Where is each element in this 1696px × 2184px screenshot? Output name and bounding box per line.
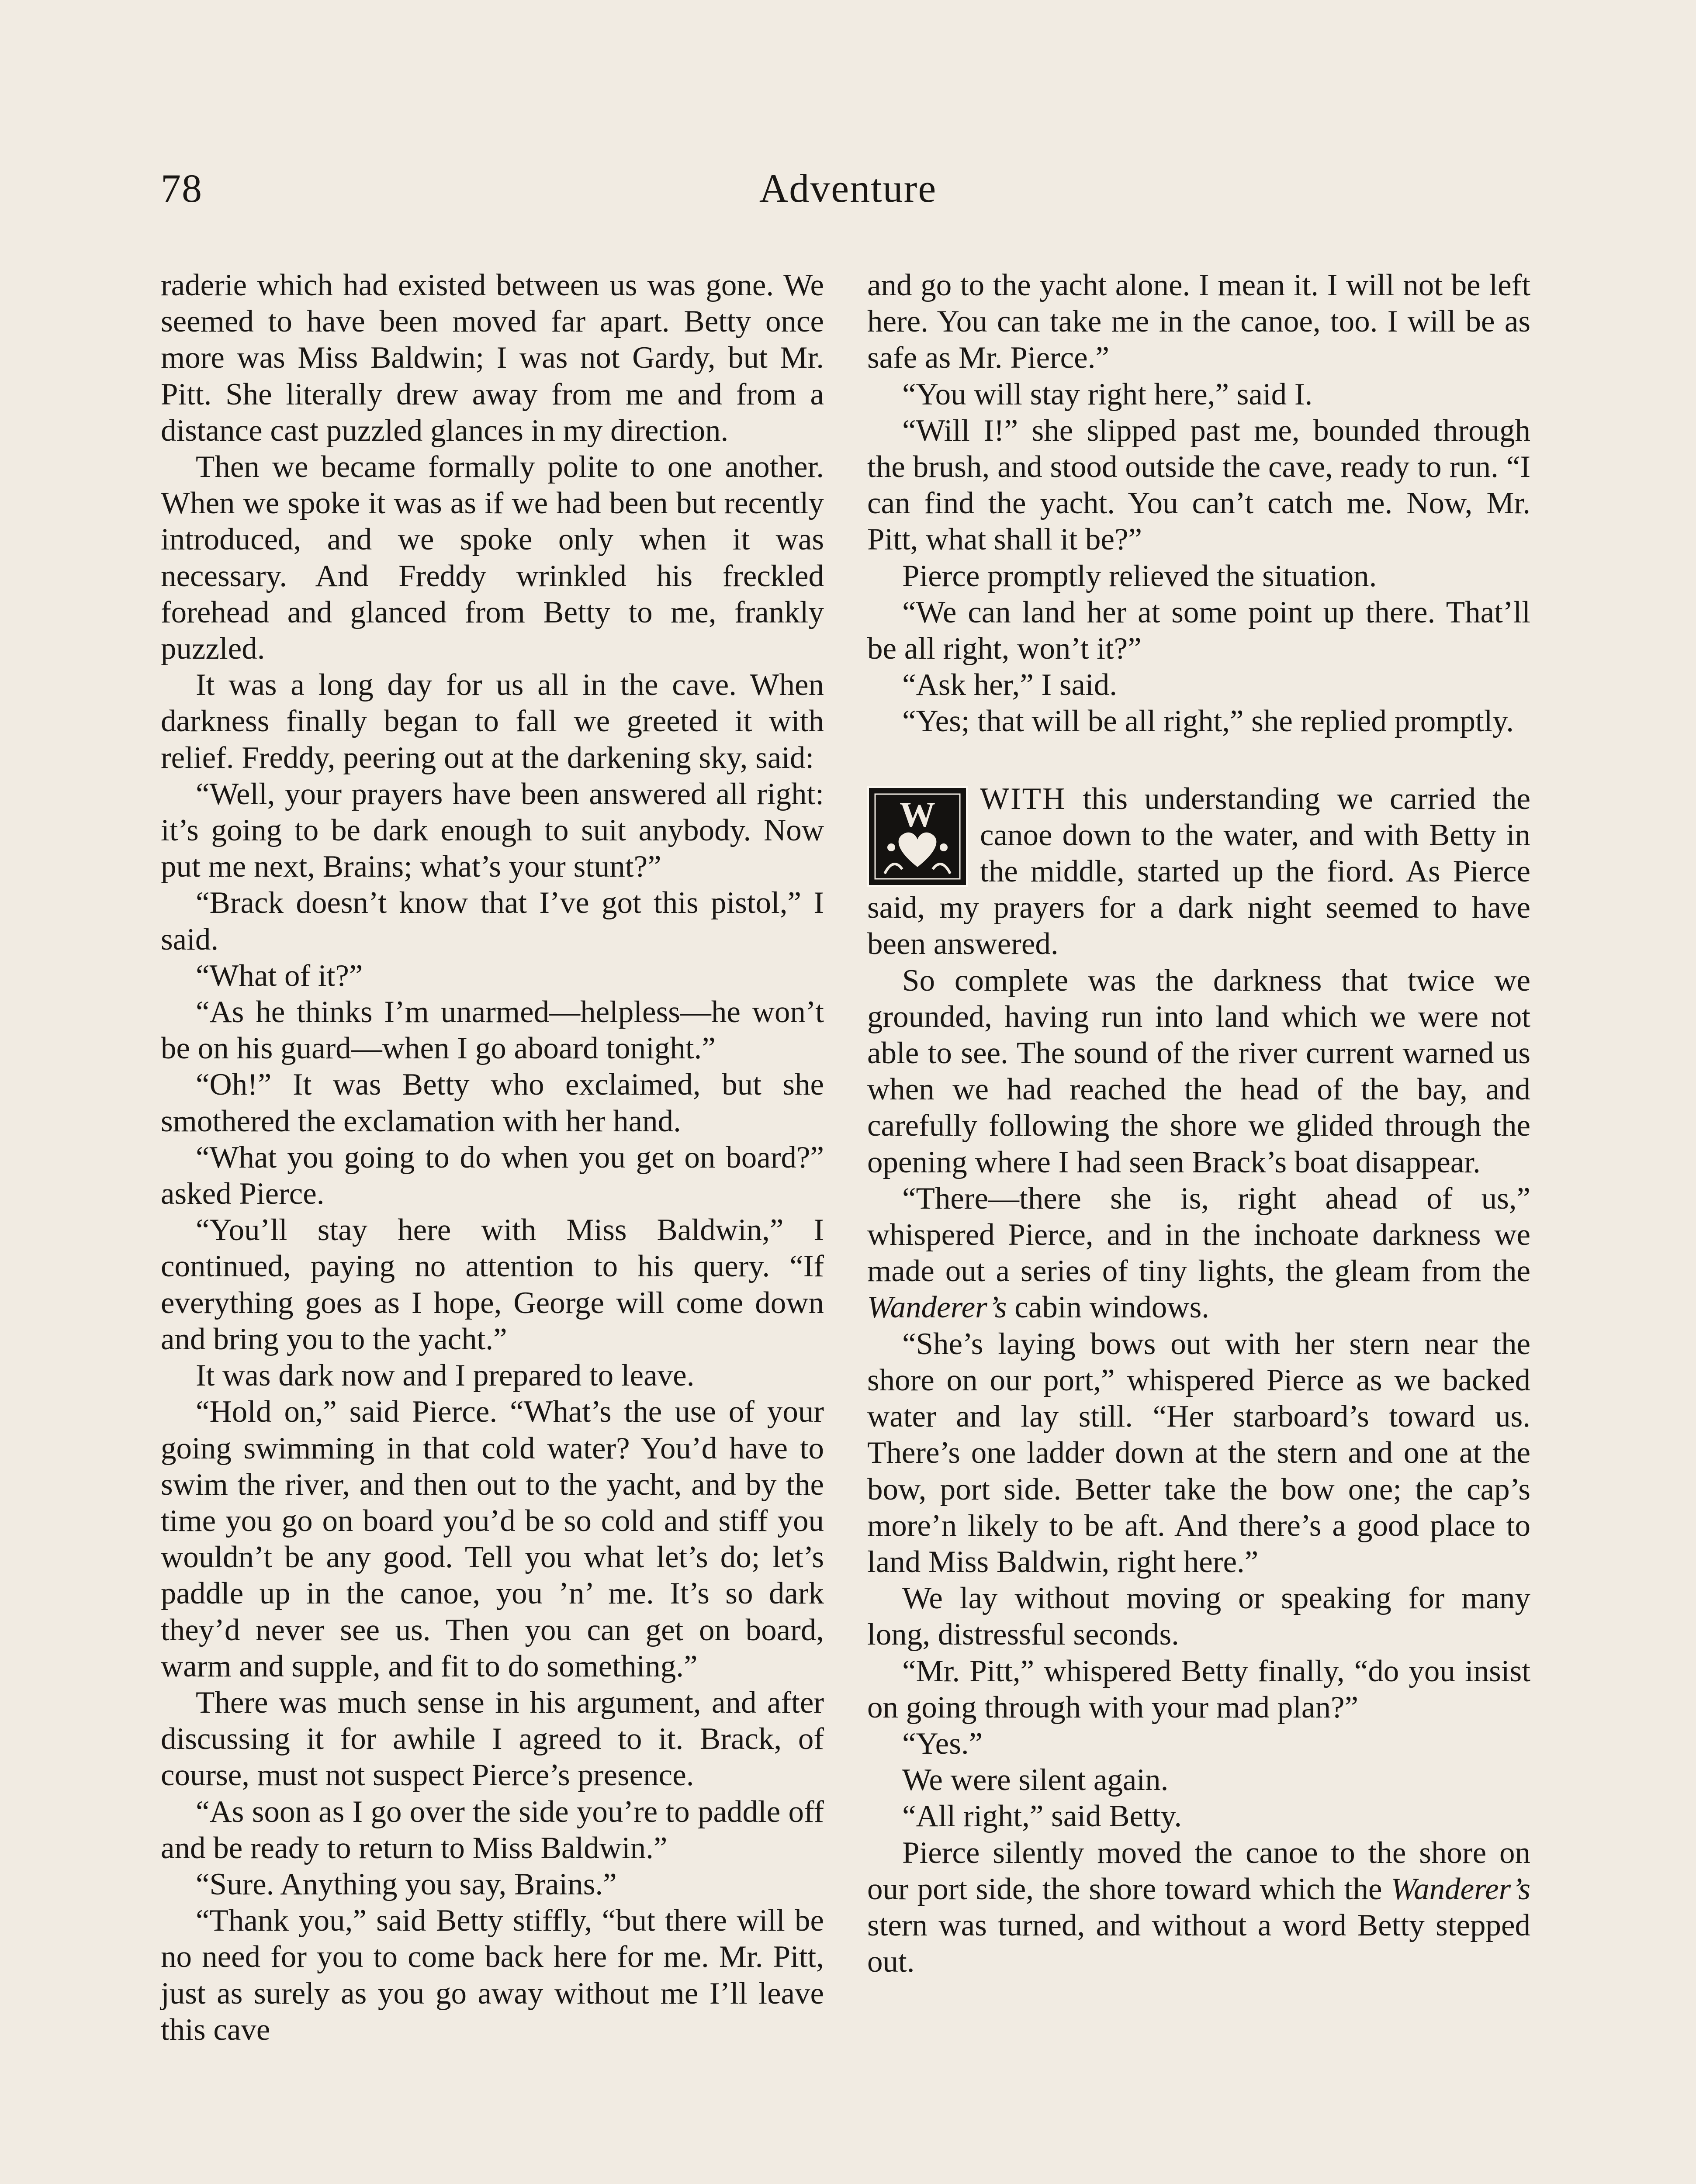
paragraph: “Thank you,” said Betty stiffly, “but there will be no need for you to come back here for me. Mr. Pitt, just as surely as you go away without me I’ll leave this cave <box>161 1904 824 2047</box>
ship-name: Wanderer’s <box>1391 1872 1530 1906</box>
opening-text: this understanding we carried the canoe down to the water, and with Betty in the middle, started up the fiord. As Pierce said, my prayers for a dark night seemed to have been answered. <box>867 781 1530 961</box>
paragraph-text: “There—there she is, right ahead of us,” whispered Pierce, and in the inchoate darkness we made out a series of tiny lights, the gleam from the <box>867 1181 1530 1289</box>
ornament-icon <box>867 786 968 887</box>
paragraph <box>867 1181 1530 1326</box>
paragraph: “Mr. Pitt,” whispered Betty finally, “do you insist on going through with your mad plan?” <box>867 1654 1530 1724</box>
paragraph-text: cabin windows. <box>1007 1290 1209 1325</box>
page-number: 78 <box>161 166 203 211</box>
paragraph: There was much sense in his argument, and after discussing it for awhile I agreed to it. Brack, of course, must not suspect Pierce’s presence. <box>161 1685 824 1793</box>
ship-name: Wanderer’s <box>867 1290 1007 1325</box>
paragraph: “Yes; that will be all right,” she replied promptly. <box>902 704 1514 739</box>
opening-caps: WITH <box>980 781 1066 816</box>
paragraph: “As soon as I go over the side you’re to paddle off and be ready to return to Miss Baldwin.” <box>161 1794 824 1865</box>
paragraph: “What you going to do when you get on board?” asked Pierce. <box>161 1140 824 1211</box>
paragraph: “Sure. Anything you say, Brains.” <box>196 1867 617 1901</box>
paragraph-text: Pierce silently moved the canoe to the shore on our port side, the shore toward which the <box>867 1835 1530 1906</box>
paragraph: It was a long day for us all in the cave. When darkness finally began to fall we greeted it with relief. Freddy, peering out at the darkening sky, said: <box>161 668 824 775</box>
paragraph <box>867 1835 1530 1980</box>
paragraph: “Will I!” she slipped past me, bounded through the brush, and stood outside the cave, ready to run. “I can find the yacht. You can’t catch me. Now, Mr. Pitt, what shall it be?” <box>867 413 1530 557</box>
paragraph: “All right,” said Betty. <box>902 1799 1182 1834</box>
paragraph: “You’ll stay here with Miss Baldwin,” I continued, paying no attention to his query. “If everything goes as I hope, George will come down and bring you to the yacht.” <box>161 1213 824 1356</box>
dropcap-letter: W <box>900 794 935 834</box>
paragraph: So complete was the darkness that twice we grounded, having run into land which we were not able to see. The sound of the river current warned us when we had reached the head of the bay, and carefully following the shore we glided through the opening where I had seen Brack’s boat disappear. <box>867 963 1530 1179</box>
paragraph: “What of it?” <box>196 958 363 993</box>
paragraph: Pierce promptly relieved the situation. <box>902 559 1377 593</box>
paragraph: “Oh!” It was Betty who exclaimed, but she smothered the exclamation with her hand. <box>161 1068 824 1138</box>
paragraph: “Ask her,” I said. <box>902 668 1118 702</box>
paragraph: It was dark now and I prepared to leave. <box>196 1358 695 1393</box>
decorative-initial-w <box>867 786 968 887</box>
section-opening-paragraph <box>867 781 1530 963</box>
running-title: Adventure <box>759 166 937 211</box>
paragraph: Then we became formally polite to one another. When we spoke it was as if we had been but recently introduced, and we spoke only when it was necessary. And Freddy wrinkled his freckled forehead and glanced from Betty to me, frankly puzzled. <box>161 450 824 666</box>
paragraph: “You will stay right here,” said I. <box>902 377 1313 411</box>
paragraph-text: stern was turned, and without a word Betty stepped out. <box>867 1908 1530 1979</box>
paragraph: “As he thinks I’m unarmed—helpless—he won’t be on his guard—when I go aboard tonight.” <box>161 995 824 1066</box>
paragraph: We were silent again. <box>902 1763 1169 1797</box>
paragraph: “Brack doesn’t know that I’ve got this pistol,” I said. <box>161 886 824 957</box>
paragraph: “Well, your prayers have been answered all right: it’s going to be dark enough to suit anybody. Now put me next, Brains; what’s your stunt?” <box>161 777 824 884</box>
paragraph: “We can land her at some point up there. That’ll be all right, won’t it?” <box>867 595 1530 666</box>
paragraph: “She’s laying bows out with her stern near the shore on our port,” whispered Pierce as we backed water and lay still. “Her starboard’s toward us. There’s one ladder down at the stern and one at the bow, port side. Better take the bow one; the cap’s more’n likely to be aft. And there’s a good place to land Miss Baldwin, right here.” <box>867 1327 1530 1579</box>
paragraph: “Yes.” <box>902 1726 983 1761</box>
left-column <box>161 267 824 2048</box>
paragraph: and go to the yacht alone. I mean it. I will not be left here. You can take me in the canoe, too. I will be as safe as Mr. Pierce.” <box>867 268 1530 375</box>
paragraph: raderie which had existed between us was gone. We seemed to have been moved far apart. Betty once more was Miss Baldwin; I was not Gardy, but Mr. Pitt. She literally drew away from me and from a distance cast puzzled glances in my direction. <box>161 268 824 448</box>
paragraph: We lay without moving or speaking for many long, distressful seconds. <box>867 1581 1530 1652</box>
paragraph: “Hold on,” said Pierce. “What’s the use of your going swimming in that cold water? You’d have to swim the river, and then out to the yacht, and by the time you go on board you’d be so cold and stiff you wouldn’t be any good. Tell you what let’s do; let’s paddle up in the canoe, you ’n’ me. It’s so dark they’d never see us. Then you can get on board, warm and supple, and fit to do something.” <box>161 1395 824 1683</box>
right-column <box>867 267 1530 1980</box>
